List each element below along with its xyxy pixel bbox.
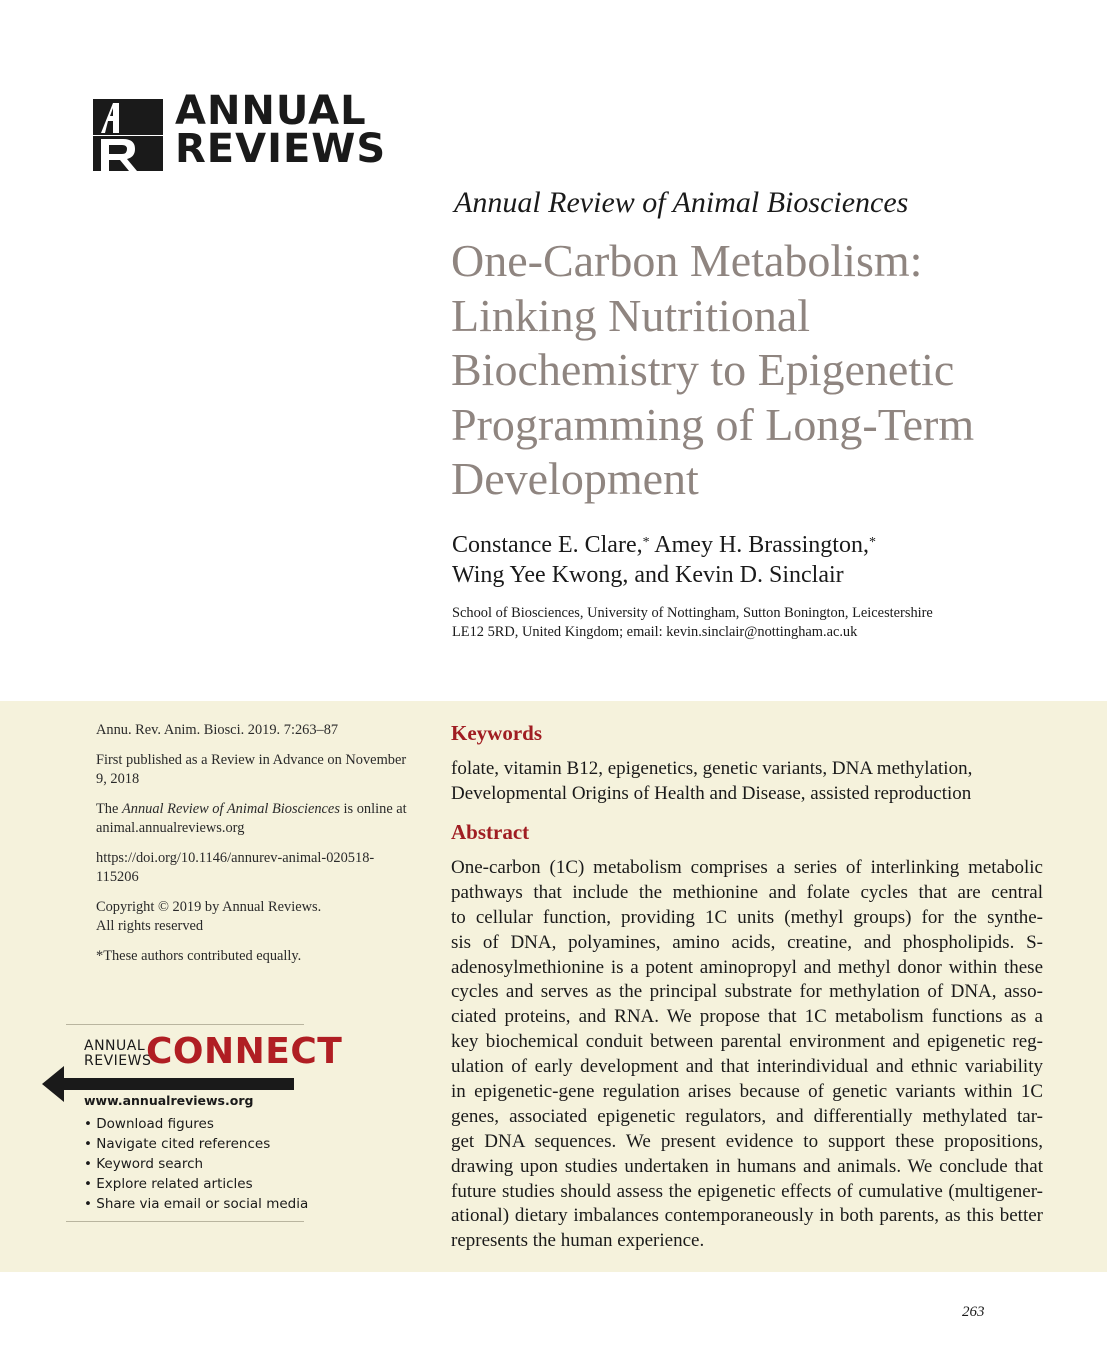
divider bbox=[66, 1221, 304, 1222]
keywords-heading: Keywords bbox=[451, 721, 542, 745]
abstract-line: cycles and serves as the principal substrate for methylation of DNA, asso- bbox=[451, 981, 1043, 1003]
divider bbox=[66, 1024, 304, 1025]
abstract-line: drawing upon studies undertaken in humans and animals. We conclude that bbox=[451, 1155, 1043, 1177]
title-line: Development bbox=[451, 453, 699, 504]
abstract-heading: Abstract bbox=[451, 820, 530, 844]
abstract-line: genes, associated epigenetic regulators, and differentially methylated tar- bbox=[451, 1105, 1043, 1127]
abstract-line: future studies should assess the epigenetic effects of cumulative (multigener- bbox=[451, 1180, 1043, 1202]
author-name: Amey H. Brassington, bbox=[649, 532, 869, 558]
ar-logo-mark-icon bbox=[93, 99, 163, 171]
abstract-line: sis of DNA, polyamines, amino acids, creatine, and phospholipids. S- bbox=[451, 931, 1043, 953]
copyright: Copyright © 2019 by Annual Reviews. All rights reserved bbox=[96, 899, 322, 934]
abstract-line: represents the human experience. bbox=[451, 1230, 705, 1252]
citation: Annu. Rev. Anim. Biosci. 2019. 7:263–87 bbox=[96, 722, 339, 738]
logo-line-2: REVIEWS bbox=[175, 126, 387, 172]
connect-title: CONNECT bbox=[146, 1031, 343, 1072]
connect-features bbox=[84, 1114, 308, 1214]
article-meta bbox=[96, 721, 416, 977]
abstract-line: to cellular function, providing 1C units (methyl groups) for the synthe- bbox=[451, 906, 1043, 928]
journal-name: Annual Review of Animal Biosciences bbox=[454, 186, 909, 219]
annual-reviews-connect-box[interactable] bbox=[66, 1024, 343, 1222]
list-item: • Download figures bbox=[84, 1116, 214, 1132]
abstract-line: ulation of early development and that interindividual and ethnic variability bbox=[451, 1056, 1043, 1078]
title-line: Biochemistry to Epigenetic bbox=[451, 344, 955, 395]
title-line: One-Carbon Metabolism: bbox=[451, 235, 923, 286]
abstract-line: key biochemical conduit between parental environment and epigenetic reg- bbox=[451, 1031, 1043, 1053]
title-line: Linking Nutritional bbox=[451, 289, 811, 341]
affiliation bbox=[452, 604, 1072, 642]
affiliation-line: LE12 5RD, United Kingdom; email: kevin.sinclair@nottingham.ac.uk bbox=[452, 624, 858, 640]
page-number: 263 bbox=[962, 1304, 985, 1320]
abstract-line: get DNA sequences. We present evidence to support these propositions, bbox=[451, 1130, 1043, 1152]
abstract-line: in epigenetic-gene regulation arises because of genetic variants within 1C bbox=[451, 1081, 1043, 1103]
author-name: Wing Yee Kwong, and Kevin D. Sinclair bbox=[452, 562, 844, 588]
abstract-line: One-carbon (1C) metabolism comprises a series of interlinking metabolic bbox=[451, 857, 1043, 878]
logo-wordmark bbox=[175, 88, 387, 172]
equal-contribution-mark: * bbox=[642, 535, 650, 550]
equal-contribution-mark: * bbox=[868, 535, 876, 550]
list-item: • Share via email or social media bbox=[84, 1196, 309, 1212]
keywords-text: folate, vitamin B12, epigenetics, genetic variants, DNA methylation, Developmental Origins of Health and Disease, assisted reproduction bbox=[451, 758, 973, 804]
abstract-line: ciated proteins, and RNA. We propose that 1C metabolism functions as a bbox=[451, 1006, 1043, 1028]
list-item: • Navigate cited references bbox=[84, 1136, 271, 1152]
logo-line-1: ANNUAL bbox=[175, 88, 367, 134]
publication-date: First published as a Review in Advance on November 9, 2018 bbox=[96, 752, 407, 787]
online-availability: The Annual Review of Animal Biosciences is online at animal.annualreviews.org bbox=[96, 801, 407, 836]
author-name: Constance E. Clare, bbox=[452, 532, 643, 558]
connect-brand: ANNUAL REVIEWS bbox=[84, 1038, 152, 1069]
author-list bbox=[452, 530, 1072, 590]
doi-link[interactable]: https://doi.org/10.1146/annurev-animal-020518-115206 bbox=[96, 850, 375, 885]
list-item: • Explore related articles bbox=[84, 1176, 253, 1192]
abstract-line: ational) dietary imbalances contemporaneously in both parents, as this better bbox=[451, 1205, 1043, 1227]
title-line: Programming of Long-Term bbox=[451, 398, 975, 450]
equal-contribution-note: *These authors contributed equally. bbox=[96, 948, 302, 964]
annual-reviews-logo bbox=[93, 88, 387, 172]
list-item: • Keyword search bbox=[84, 1156, 204, 1172]
article-title bbox=[451, 234, 1071, 507]
connect-url[interactable]: www.annualreviews.org bbox=[84, 1093, 254, 1108]
abstract-line: adenosylmethionine is a potent aminopropyl and methyl donor within these bbox=[451, 956, 1043, 978]
abstract-line: pathways that include the methionine and folate cycles that are central bbox=[451, 881, 1043, 903]
abstract-text bbox=[451, 856, 1043, 1254]
affiliation-line: School of Biosciences, University of Nottingham, Sutton Bonington, Leicestershire bbox=[452, 605, 933, 621]
